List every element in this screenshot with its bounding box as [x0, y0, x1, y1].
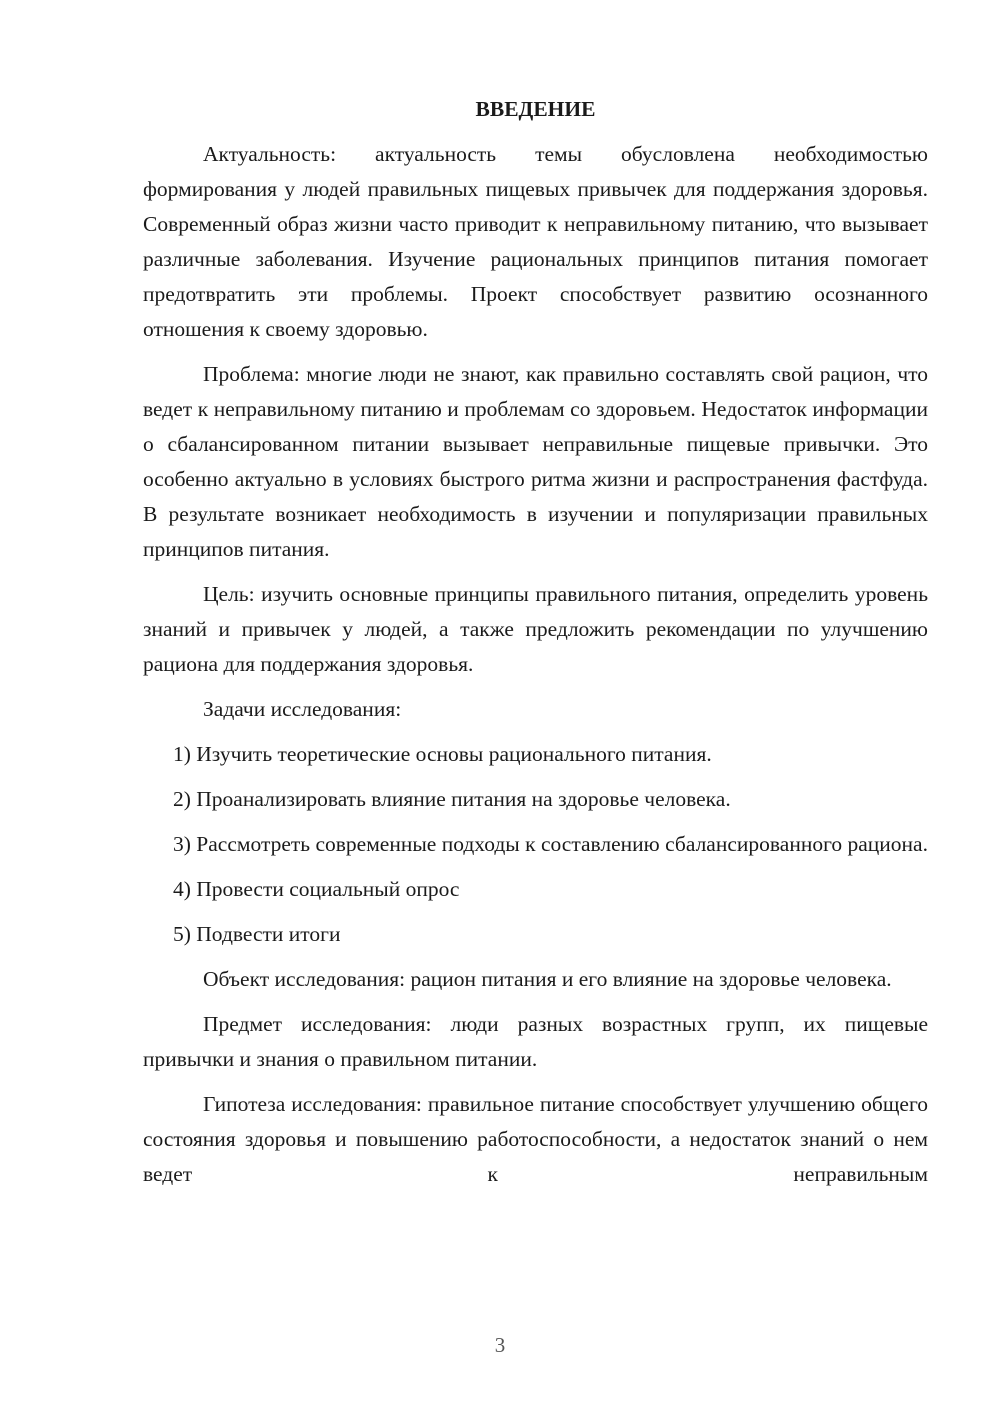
hypothesis-paragraph: Гипотеза исследования: правильное питание способствует улучшению общего состояния здоровья и повышению работоспособности, а недостаток знаний о нем ведет к неправильным: [143, 1092, 928, 1186]
subject-paragraph: Предмет исследования: люди разных возрастных групп, их пищевые привычки и знания о правильном питании.: [143, 1012, 928, 1071]
document-page: [143, 92, 928, 1202]
object-paragraph: Объект исследования: рацион питания и его влияние на здоровье человека.: [203, 967, 892, 991]
section-heading: ВВЕДЕНИЕ: [475, 97, 596, 121]
task-item-1: 1) Изучить теоретические основы рационального питания.: [173, 742, 712, 766]
goal-paragraph: Цель: изучить основные принципы правильного питания, определить уровень знаний и привычек у людей, а также предложить рекомендации по улучшению рациона для поддержания здоровья.: [143, 582, 928, 676]
task-item-3: 3) Рассмотреть современные подходы к составлению сбалансированного рациона.: [173, 832, 928, 856]
task-item-4: 4) Провести социальный опрос: [173, 877, 460, 901]
relevance-paragraph: Актуальность: актуальность темы обусловлена необходимостью формирования у людей правильных пищевых привычек для поддержания здоровья. Современный образ жизни часто приводит к неправильному питанию, что вызывает различные заболевания. Изучение рациональных принципов питания помогает предотвратить эти проблемы. Проект способствует развитию осознанного отношения к своему здоровью.: [143, 142, 928, 341]
problem-paragraph: Проблема: многие люди не знают, как правильно составлять свой рацион, что ведет к неправильному питанию и проблемам со здоровьем. Недостаток информации о сбалансированном питании вызывает неправильные пищевые привычки. Это особенно актуально в условиях быстрого ритма жизни и распространения фастфуда. В результате возникает необходимость в изучении и популяризации правильных принципов питания.: [143, 362, 928, 561]
task-item-2: 2) Проанализировать влияние питания на здоровье человека.: [173, 787, 731, 811]
page-number: 3: [494, 1333, 506, 1357]
tasks-heading: Задачи исследования:: [203, 697, 402, 721]
task-item-5: 5) Подвести итоги: [173, 922, 341, 946]
